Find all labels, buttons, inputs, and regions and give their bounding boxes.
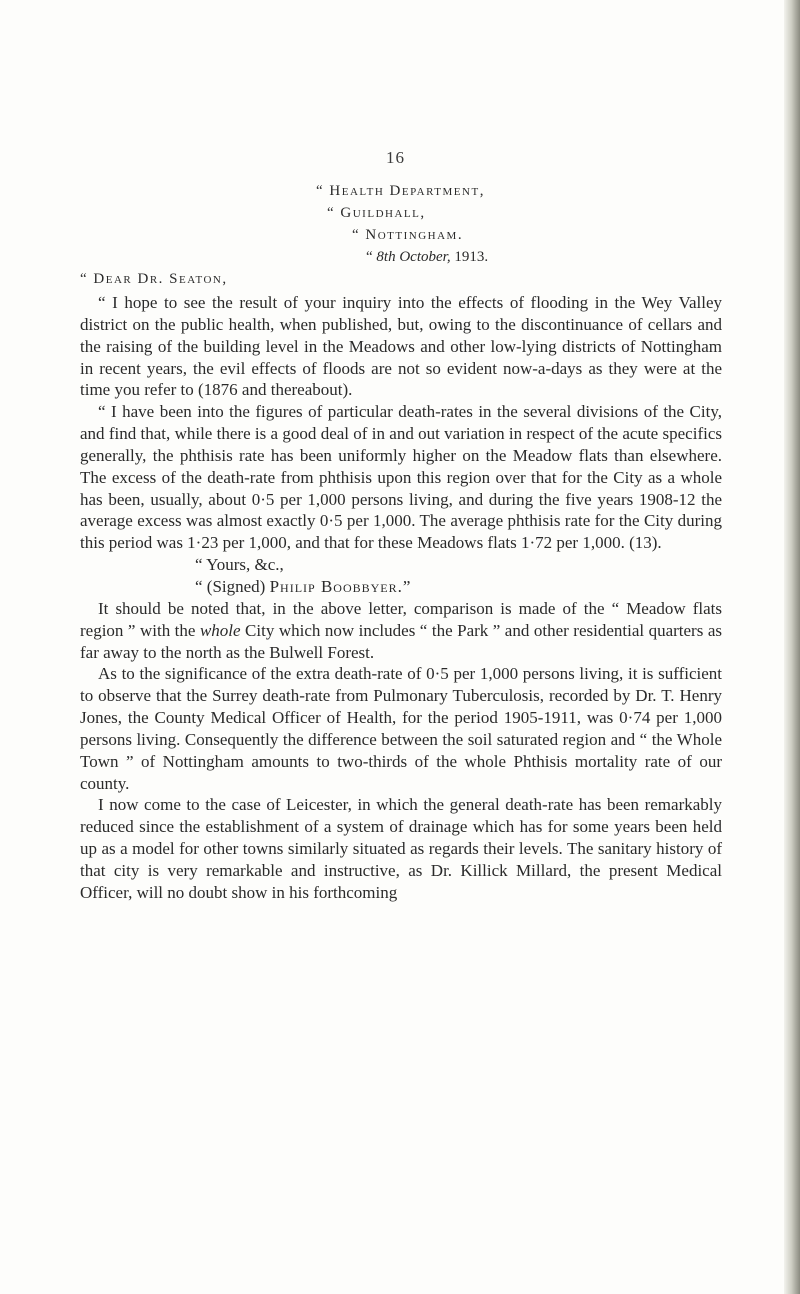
letter-address-line-2: “ Guildhall, [327,205,426,221]
body-text [80,292,722,904]
letter-address-line-1: “ Health Department, [316,183,485,199]
letter-salutation: “ Dear Dr. Seaton, [80,271,228,287]
signature-prefix: “ (Signed) [195,576,270,596]
paragraph-4: As to the significance of the extra death-rate of 0·5 per 1,000 persons living, it is sufficient to observe that the Surrey death-rate from Pulmonary Tuberculosis, recorded by Dr. T. Henry Jones, the County Medical Officer of Health, for the period 1905-1911, was 0·74 per 1,000 persons living. Consequently the difference between the soil saturated region and “ the Whole Town ” of Nottingham amounts to two-thirds of the whole Phthisis mortality rate of our county. [80,664,722,793]
paragraph-3 [80,598,722,664]
letter-address-line-3: “ Nottingham. [352,227,464,243]
letter-paragraph-1: “ I hope to see the result of your inquiry into the effects of flooding in the Wey Valley district on the public health, when published, but, owing to the discontinuance of cellars and the raising of the building level in the Meadows and other low-lying districts of Nottingham in recent years, the evil effects of floods are not so evident now-a-days as they were at the time you refer to (1876 and thereabout). [80,293,722,400]
signature-name: Philip Boobbyer. [269,576,403,596]
letter-date [366,248,488,266]
paragraph-3-before: It should be noted that, in the above letter, comparison is made of the “ Meadow flats region ” with the [80,598,722,640]
letter-signature [80,576,722,598]
letter-date-prefix: “ [366,249,377,265]
paragraph-3-after: City which now includes “ the Park ” and other residential quarters as far away to the north as the Bulwell Forest. [80,620,722,662]
paragraph-3-italic: whole [199,620,241,640]
signature-suffix: ” [402,576,411,596]
paragraph-5: I now come to the case of Leicester, in which the general death-rate has been remarkably reduced since the establishment of a system of drainage which has for some years been held up as a model for other towns similarly situated as regards their levels. The sanitary history of that city is very remarkable and instructive, as Dr. Killick Millard, the present Medical Officer, will no doubt show in his forthcoming [80,795,722,902]
letter-paragraph-2: “ I have been into the figures of particular death-rates in the several divisions of the City, and find that, while there is a good deal of in and out variation in respect of the acute specifics generally, the phthisis rate has been uniformly higher on the Meadow flats than elsewhere. The excess of the death-rate from phthisis upon this region over that for the City as a whole has been, usually, about 0·5 per 1,000 persons living, and during the five years 1908-12 the average excess was almost exactly 0·5 per 1,000. The average phthisis rate for the City during this period was 1·23 per 1,000, and that for these Meadows flats 1·72 per 1,000. (13). [80,402,722,553]
letter-date-year: 1913. [450,249,489,265]
page-number: 16 [386,148,405,167]
letter-closing: “ Yours, &c., [195,555,284,575]
page-edge-shadow [784,0,800,1294]
letter-date-day: 8th October, [376,249,451,265]
